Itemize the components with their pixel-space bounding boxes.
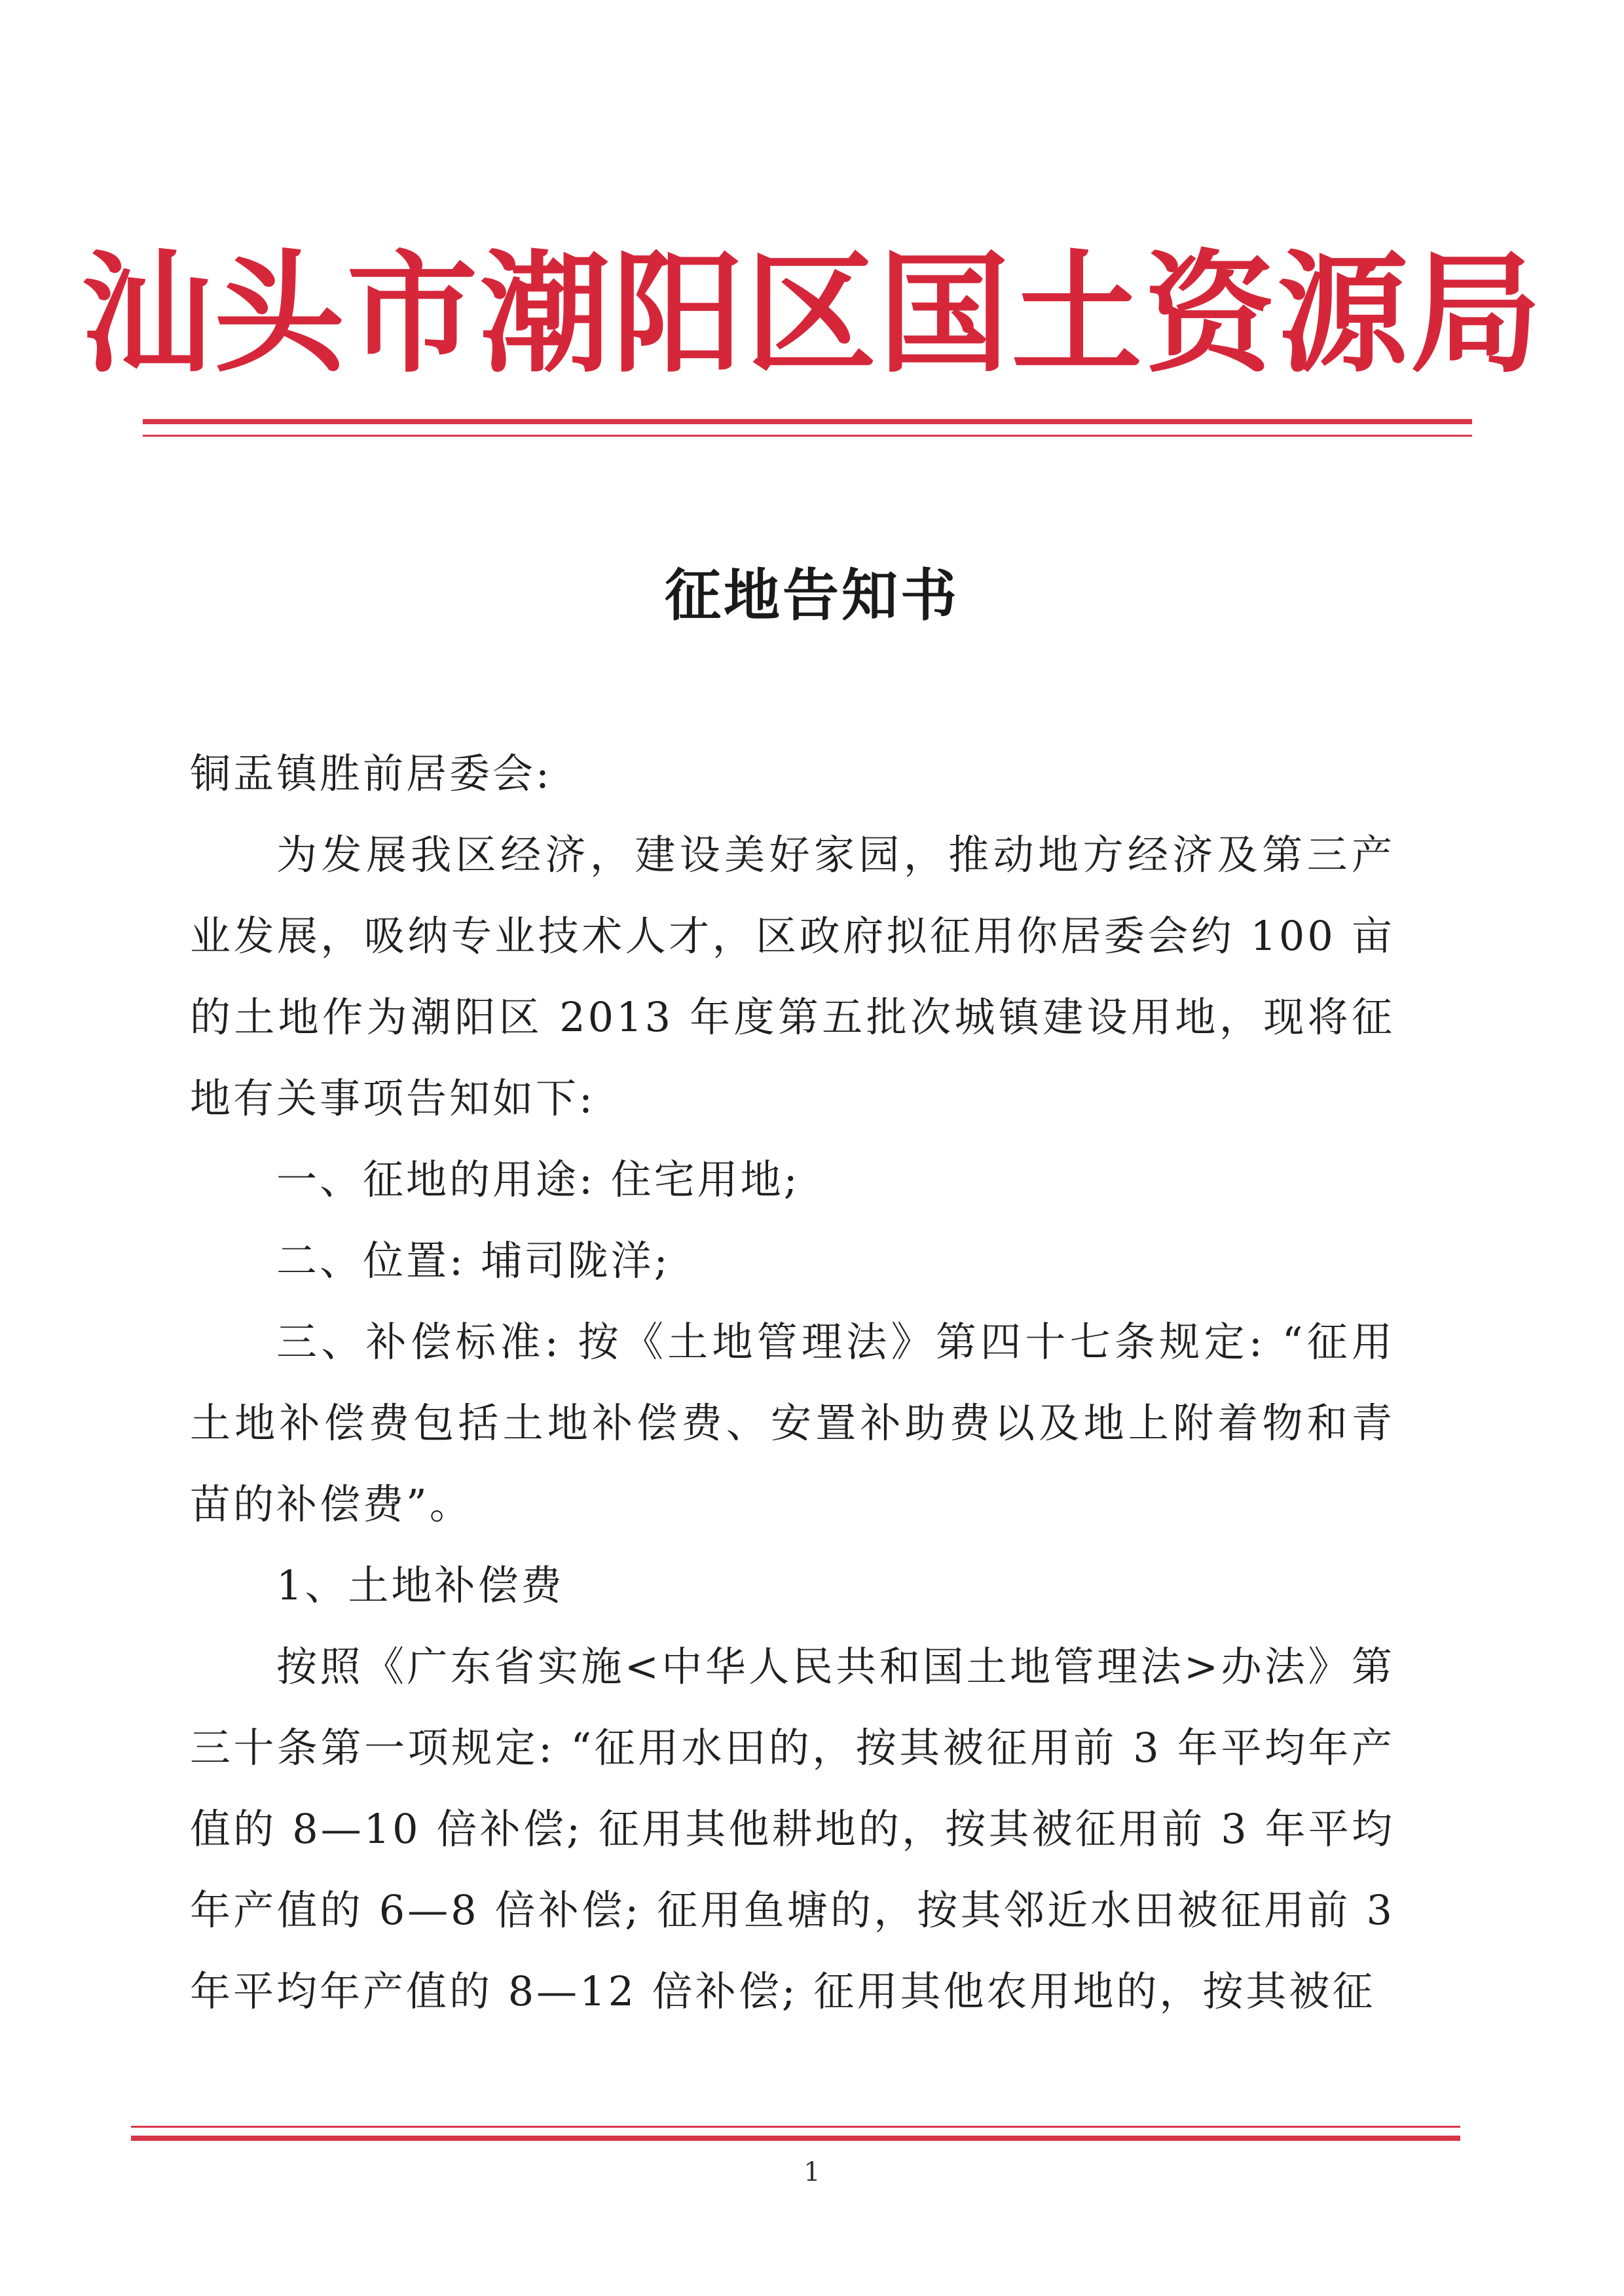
letterhead-divider-thick	[143, 419, 1472, 424]
paragraph-intro: 为发展我区经济，建设美好家园，推动地方经济及第三产业发展，吸纳专业技术人才，区政府拟征用你居委会约 100 亩的土地作为潮阳区 2013 年度第五批次城镇建设用地，现将征地有关事项告知如下:	[190, 831, 1395, 1122]
letterhead-org-name: 汕头市潮阳区国土资源局	[81, 237, 1543, 391]
page-number: 1	[803, 2157, 821, 2187]
document-body	[190, 733, 1395, 2032]
paragraph-item-purpose: 一、征地的用途: 住宅用地;	[276, 1156, 800, 1203]
letterhead-divider-thin	[143, 435, 1472, 437]
paragraph-item-location: 二、位置: 埔司陇洋;	[276, 1237, 671, 1285]
paragraph-land-compensation-rules: 按照《广东省实施<中华人民共和国土地管理法>办法》第三十条第一项规定: “征用水田的，按其被征用前 3 年平均年产值的 8—10 倍补偿; 征用其他耕地的，按其被征用前 3 年平均年产值的 6—8 倍补偿; 征用鱼塘的，按其邻近水田被征用前 3 年平均年产值的 8—12 倍补偿; 征用其他农用地的，按其被征	[190, 1643, 1395, 2015]
paragraph-subheading-land-compensation: 1、土地补偿费	[276, 1561, 564, 1609]
addressee: 铜盂镇胜前居委会:	[190, 750, 552, 797]
footer-divider-thick	[131, 2136, 1460, 2141]
footer-divider-thin	[131, 2126, 1460, 2128]
paragraph-item-compensation: 三、补偿标准: 按《土地管理法》第四十七条规定: “征用土地补偿费包括土地补偿费、安置补助费以及地上附着物和青苗的补偿费”。	[190, 1318, 1395, 1528]
document-title: 征地告知书	[665, 562, 959, 629]
